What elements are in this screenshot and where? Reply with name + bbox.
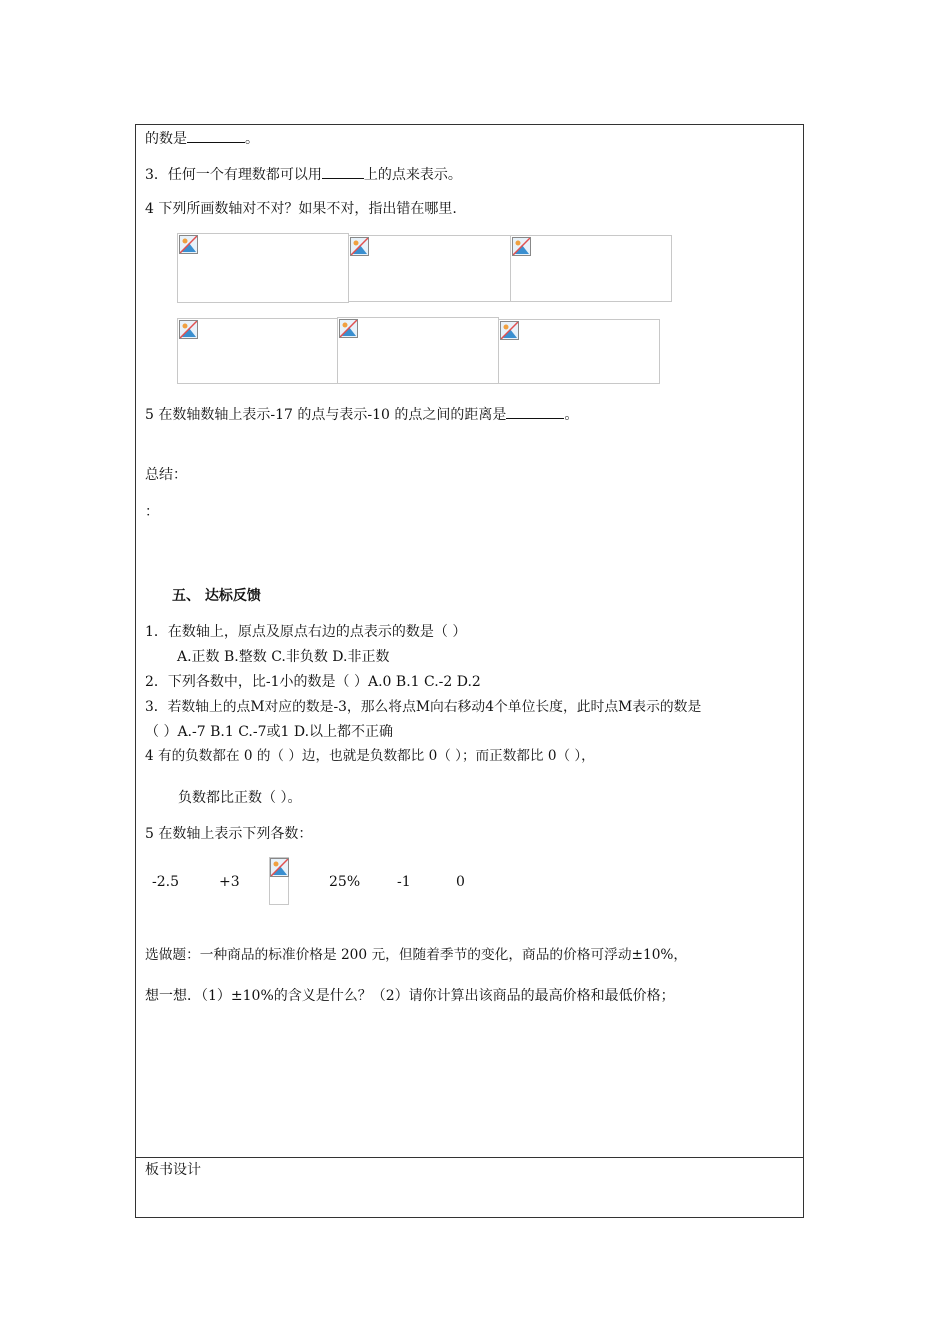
- feedback-q1-options: A.正数 B.整数 C.非负数 D.非正数: [177, 649, 390, 665]
- summary-colon: ：: [145, 504, 159, 520]
- question-3-suffix: 上的点来表示。: [363, 167, 462, 183]
- feedback-q2: 2．下列各数中，比-1小的数是（ ）A.0 B.1 C.-2 D.2: [145, 674, 481, 690]
- optional-question: 选做题：一种商品的标准价格是 200 元，但随着季节的变化，商品的价格可浮动±10%，: [145, 947, 688, 963]
- fraction-image: [269, 857, 289, 905]
- feedback-q3: 3．若数轴上的点M对应的数是-3，那么将点M向右移动4个单位长度，此时点M表示的数是: [145, 699, 702, 715]
- number-line-image: [348, 235, 511, 302]
- section-heading: 五、 达标反馈: [172, 588, 261, 604]
- number-line-image: [177, 318, 338, 384]
- summary-label: 总结：: [145, 467, 187, 483]
- question-4: 4 下列所画数轴对不对？如果不对，指出错在哪里.: [145, 201, 457, 217]
- broken-image-icon: [350, 237, 369, 256]
- number-item: 0: [456, 874, 465, 890]
- board-design-label: 板书设计: [145, 1162, 201, 1178]
- answer-blank: [187, 128, 245, 143]
- blank-prefix: 的数是: [145, 131, 187, 147]
- feedback-q4-cont: 负数都比正数（ ）。: [178, 790, 302, 806]
- feedback-q3-options: （ ）A.-7 B.1 C.-7或1 D.以上都不正确: [145, 724, 394, 740]
- number-line-image: [510, 235, 672, 302]
- number-line-image: [498, 319, 660, 384]
- answer-blank: [322, 164, 364, 179]
- number-item: -1: [397, 874, 411, 890]
- text-line: [145, 128, 259, 149]
- number-item: -2.5: [152, 874, 179, 890]
- broken-image-icon: [339, 319, 358, 338]
- number-item: 25%: [329, 874, 361, 890]
- broken-image-icon: [500, 321, 519, 340]
- question-5-suffix: 。: [564, 407, 579, 423]
- blank-suffix: 。: [245, 131, 259, 147]
- optional-question-cont: 想一想．（1）±10%的含义是什么？（2）请你计算出该商品的最高价格和最低价格；: [145, 988, 675, 1004]
- question-5-prefix: 5 在数轴数轴上表示-17 的点与表示-10 的点之间的距离是: [145, 407, 507, 423]
- feedback-q4: 4 有的负数都在 0 的（ ）边，也就是负数都比 0（ ）；而正数都比 0（ ），: [145, 748, 595, 764]
- answer-blank: [506, 404, 564, 419]
- broken-image-icon: [179, 320, 198, 339]
- broken-image-icon: [512, 237, 531, 256]
- broken-image-icon: [270, 858, 289, 877]
- number-line-image: [177, 233, 349, 303]
- question-5: [145, 404, 578, 425]
- table-row-divider: [135, 1157, 804, 1158]
- question-3-prefix: 3．任何一个有理数都可以用: [145, 167, 322, 183]
- question-3: [145, 164, 462, 185]
- number-item: +3: [219, 874, 240, 890]
- number-line-image: [337, 317, 499, 384]
- feedback-q5: 5 在数轴上表示下列各数：: [145, 826, 313, 842]
- feedback-q1: 1．在数轴上，原点及原点右边的点表示的数是（ ）: [145, 624, 467, 640]
- broken-image-icon: [179, 235, 198, 254]
